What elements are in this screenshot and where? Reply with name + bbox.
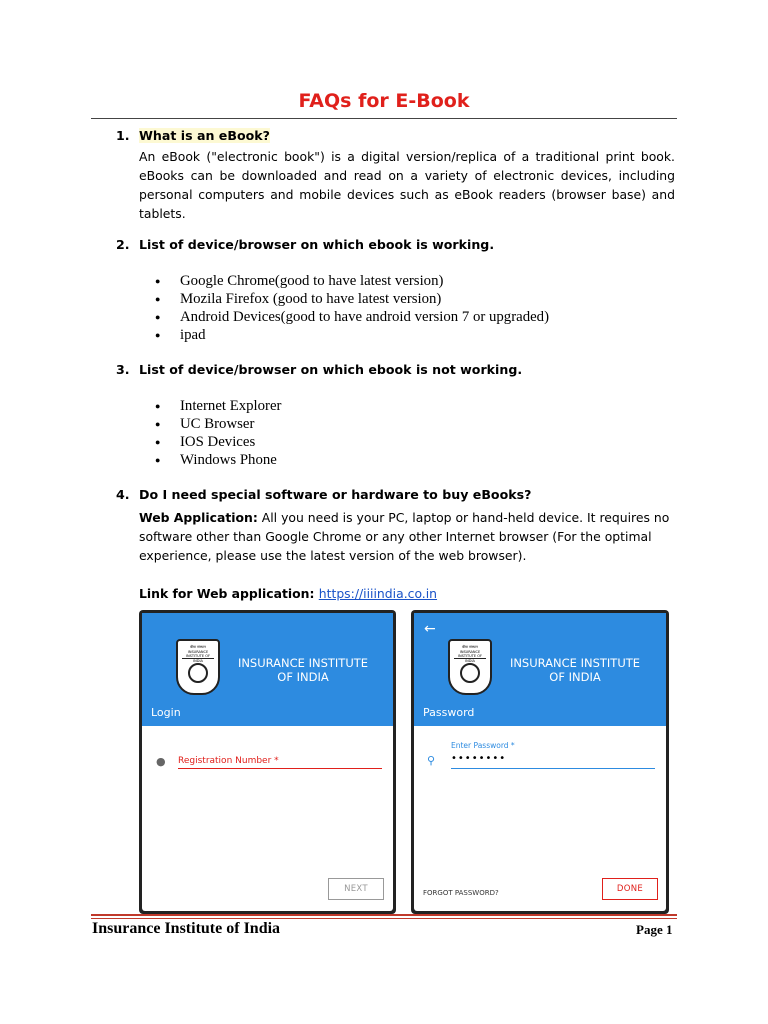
registration-number-field[interactable]: Registration Number * xyxy=(178,756,279,766)
org-line: INSURANCE INSTITUTE xyxy=(509,656,641,670)
list-item: ● Windows Phone xyxy=(155,451,281,469)
password-screenshot xyxy=(411,610,669,914)
org-line: OF INDIA xyxy=(549,670,601,684)
back-arrow-icon[interactable]: ← xyxy=(424,621,436,637)
done-button[interactable]: DONE xyxy=(602,878,658,900)
org-name xyxy=(228,656,378,684)
faq-question-2 xyxy=(116,237,494,252)
web-app-label: Web Application: xyxy=(139,510,258,525)
screen-label: Login xyxy=(151,706,181,719)
question-number: 4. xyxy=(116,487,130,502)
globe-icon xyxy=(460,663,480,683)
list-item: ● Android Devices(good to have android version 7 or upgraded) xyxy=(155,308,549,326)
account-icon: ● xyxy=(156,755,166,768)
footer-divider xyxy=(91,914,677,916)
next-button[interactable]: NEXT xyxy=(328,878,384,900)
org-line: OF INDIA xyxy=(277,670,329,684)
field-underline xyxy=(178,768,382,769)
list-item: ● UC Browser xyxy=(155,415,281,433)
forgot-password-link[interactable]: FORGOT PASSWORD? xyxy=(423,889,499,897)
list-item: ● Internet Explorer xyxy=(155,397,281,415)
iii-logo xyxy=(176,639,220,695)
login-screenshot xyxy=(139,610,396,914)
web-app-link[interactable]: https://iiiindia.co.in xyxy=(318,586,438,601)
app-header xyxy=(142,613,393,726)
faq-question-3 xyxy=(116,362,522,377)
faq-answer-1: An eBook ("electronic book") is a digital version/replica of a traditional print book. eBooks can be downloaded and read on a variety of electronic devices, including personal computers and mobile devices such as eBook readers (browser base) and tablets. xyxy=(139,149,675,221)
not-working-browsers-list xyxy=(155,397,281,469)
footer-org-name: Insurance Institute of India xyxy=(92,920,281,937)
page-title: FAQs for E-Book xyxy=(298,90,470,112)
org-name xyxy=(500,656,650,684)
working-browsers-list xyxy=(155,272,549,344)
password-field-label: Enter Password * xyxy=(451,741,515,750)
app-header xyxy=(414,613,666,726)
question-text: List of device/browser on which ebook is not working. xyxy=(139,362,523,377)
web-app-link-line xyxy=(139,586,437,601)
key-icon: ⚲ xyxy=(427,754,436,767)
footer-divider xyxy=(91,918,677,919)
faq-answer-4 xyxy=(139,508,675,565)
faq-question-4 xyxy=(116,487,531,502)
field-underline xyxy=(451,768,655,769)
org-line: INSURANCE INSTITUTE xyxy=(237,656,369,670)
title-divider xyxy=(91,118,677,119)
question-text: Do I need special software or hardware to buy eBooks? xyxy=(139,487,532,502)
list-item: ● ipad xyxy=(155,326,549,344)
web-app-text: All you need is your PC, laptop or hand-held device. It requires no software other than Google Chrome or any other Internet browser (For the optimal experience, please use the latest version of the web browser). xyxy=(139,510,670,563)
iii-logo xyxy=(448,639,492,695)
question-text: List of device/browser on which ebook is working. xyxy=(139,237,495,252)
logo-text: बीमा संस्थान INSURANCE INSTITUTE OF INDIA xyxy=(182,645,214,659)
page-number: Page 1 xyxy=(636,922,673,937)
faq-question-1 xyxy=(116,128,270,143)
list-item: ● Google Chrome(good to have latest version) xyxy=(155,272,549,290)
globe-icon xyxy=(188,663,208,683)
list-item: ● Mozila Firefox (good to have latest version) xyxy=(155,290,549,308)
password-input[interactable]: •••••••• xyxy=(451,753,507,764)
question-number: 2. xyxy=(116,237,130,252)
list-item: ● IOS Devices xyxy=(155,433,281,451)
question-number: 3. xyxy=(116,362,130,377)
screen-label: Password xyxy=(423,706,475,719)
question-text: What is an eBook? xyxy=(139,128,270,143)
logo-text: बीमा संस्थान INSURANCE INSTITUTE OF INDIA xyxy=(454,645,486,659)
question-number: 1. xyxy=(116,128,130,143)
link-label: Link for Web application: xyxy=(139,586,315,601)
